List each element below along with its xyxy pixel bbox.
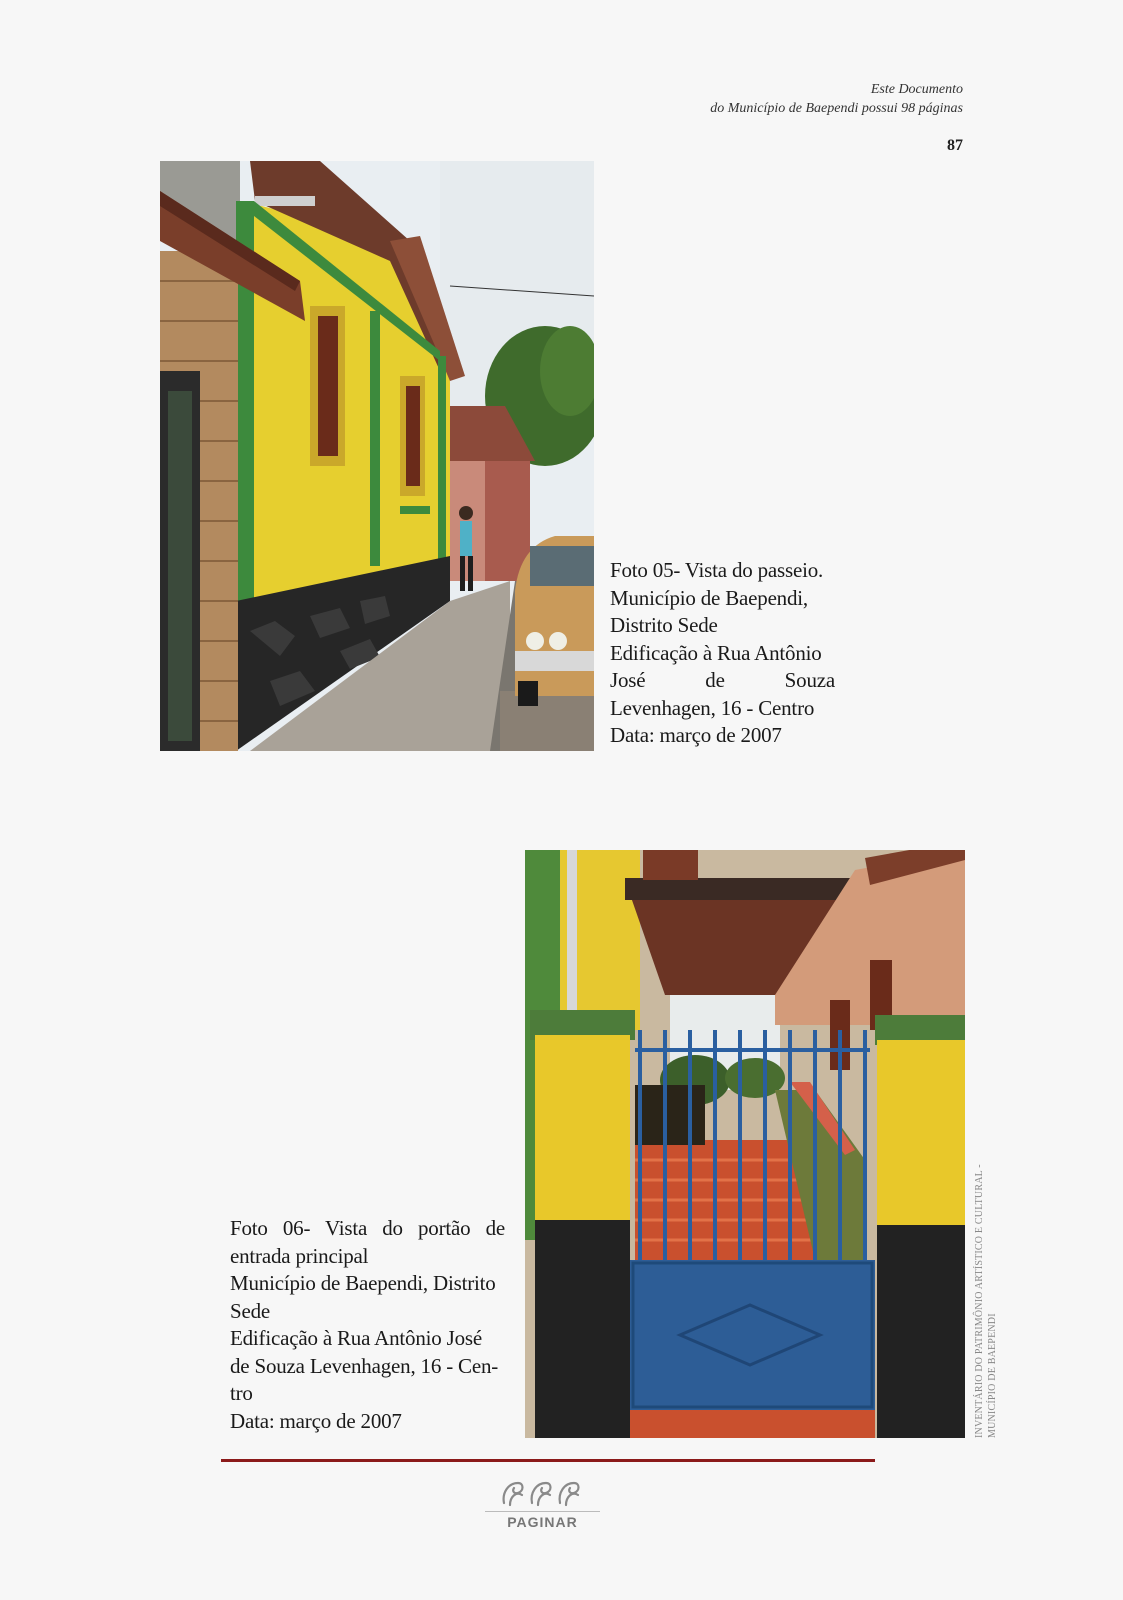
street-photo-icon	[160, 161, 594, 751]
side-text-line-2: MUNICÍPIO DE BAEPENDI	[987, 1313, 998, 1438]
logo-text: PAGINAR	[507, 1514, 578, 1530]
caption-line: Edificação à Rua Antônio José	[230, 1326, 482, 1350]
caption-line: Foto 05- Vista do passeio.	[610, 558, 824, 582]
caption-line: entrada principal	[230, 1243, 369, 1268]
caption-line: Data: março de 2007	[610, 723, 782, 747]
caption-line: de Souza Levenhagen, 16 - Cen-	[230, 1353, 499, 1378]
header-line-2: do Município de Baependi possui 98 páginas	[710, 101, 963, 116]
caption-line: Data: março de 2007	[230, 1408, 402, 1433]
footer-divider	[221, 1459, 875, 1462]
caption-line: Edificação à Rua Antônio	[610, 640, 822, 665]
photo1-caption	[610, 557, 835, 750]
document-header	[710, 80, 963, 118]
paginar-logo-icon	[498, 1477, 588, 1509]
gate-photo-icon	[525, 850, 965, 1438]
caption-line: Distrito Sede	[610, 613, 718, 637]
caption-line: tro	[230, 1381, 253, 1405]
caption-line: Município de Baependi,	[610, 585, 808, 610]
caption-line: Sede	[230, 1298, 271, 1323]
photo-street-yellow-house	[160, 161, 594, 751]
caption-line: Município de Baependi, Distrito	[230, 1271, 496, 1295]
caption-line: Levenhagen, 16 - Centro	[610, 695, 815, 720]
header-line-1: Este Documento	[870, 82, 963, 97]
caption-line: Foto 06- Vista do portão de	[230, 1216, 505, 1240]
page-number: 87	[947, 137, 963, 154]
logo-rule	[485, 1511, 600, 1512]
side-text-line-1: INVENTÁRIO DO PATRIMÔNIO ARTÍSTICO E CULTURAL -	[974, 1164, 985, 1438]
side-inventory-label	[973, 1118, 999, 1438]
paginar-logo	[485, 1477, 600, 1537]
photo2-caption	[230, 1215, 505, 1435]
caption-line: José de Souza	[610, 668, 835, 692]
photo-blue-gate	[525, 850, 965, 1438]
